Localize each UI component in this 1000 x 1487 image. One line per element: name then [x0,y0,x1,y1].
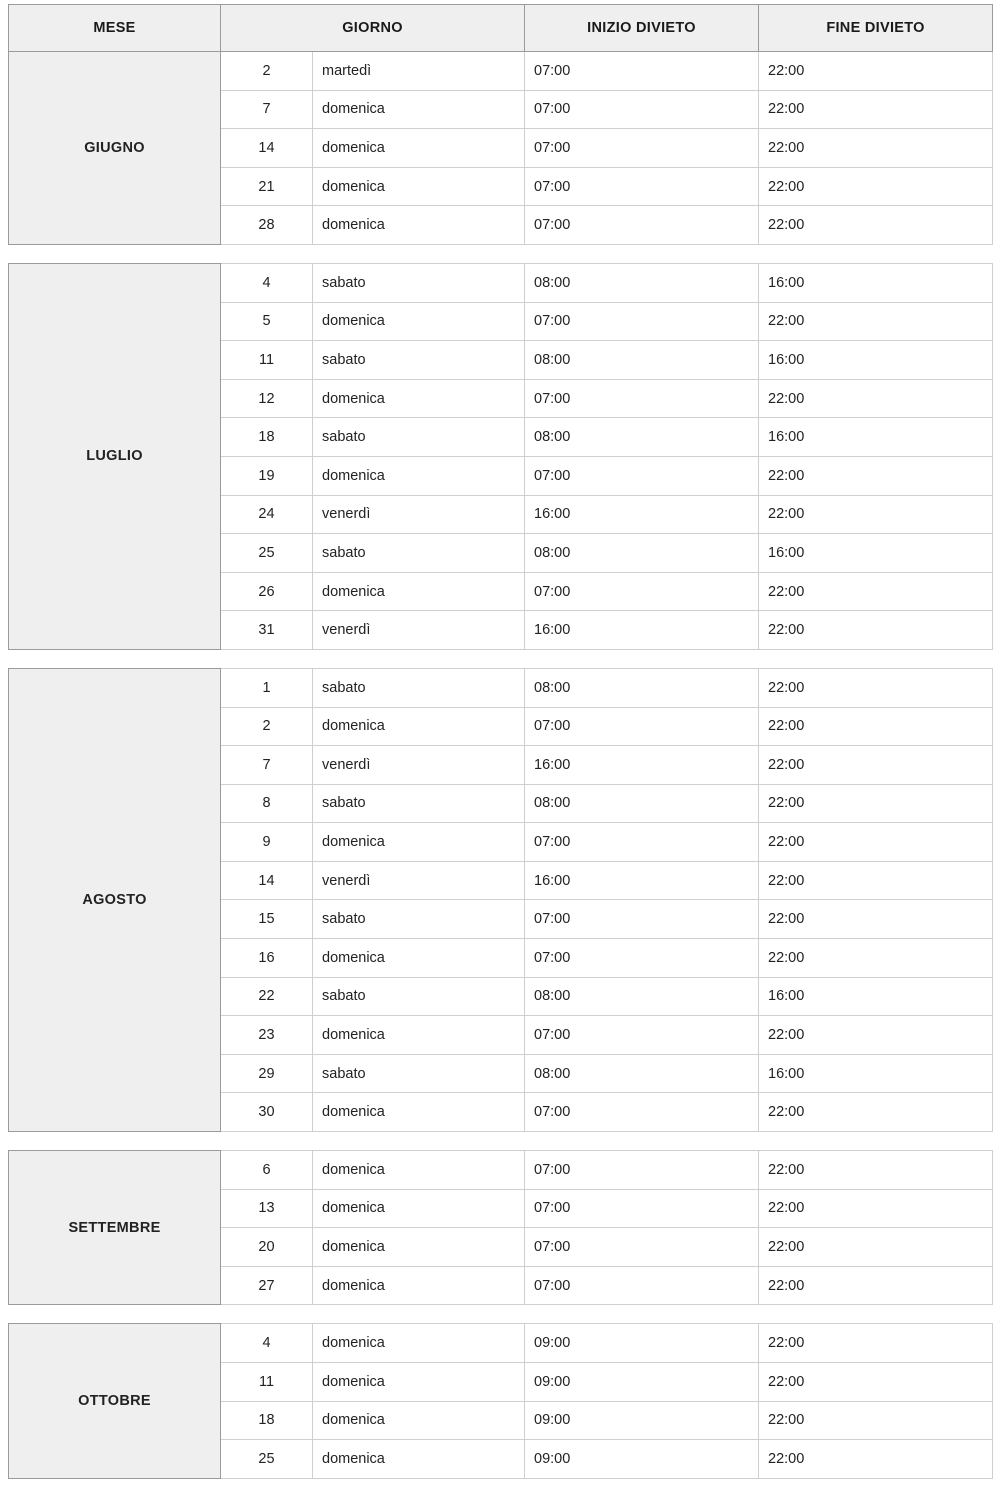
end-time-cell: 22:00 [759,572,993,611]
month-name-cell: GIUGNO [9,52,221,245]
end-time-cell: 22:00 [759,379,993,418]
end-time-cell: 22:00 [759,1266,993,1305]
start-time-cell: 07:00 [525,1016,759,1055]
weekday-name-cell: domenica [313,1016,525,1055]
day-number-cell: 22 [221,977,313,1016]
day-number-cell: 18 [221,418,313,457]
end-time-cell: 22:00 [759,861,993,900]
weekday-name-cell: domenica [313,939,525,978]
weekday-name-cell: domenica [313,1363,525,1402]
weekday-name-cell: sabato [313,784,525,823]
weekday-name-cell: domenica [313,167,525,206]
table-row [9,263,993,302]
start-time-cell: 08:00 [525,534,759,573]
day-number-cell: 11 [221,341,313,380]
end-time-cell: 22:00 [759,206,993,245]
end-time-cell: 22:00 [759,611,993,650]
start-time-cell: 16:00 [525,861,759,900]
start-time-cell: 16:00 [525,495,759,534]
day-number-cell: 9 [221,823,313,862]
column-header: INIZIO DIVIETO [525,5,759,52]
schedule-table [8,1150,993,1305]
end-time-cell: 22:00 [759,1324,993,1363]
start-time-cell: 07:00 [525,129,759,168]
month-name-cell: LUGLIO [9,263,221,649]
start-time-cell: 08:00 [525,1054,759,1093]
day-number-cell: 2 [221,707,313,746]
day-number-cell: 23 [221,1016,313,1055]
day-number-cell: 28 [221,206,313,245]
end-time-cell: 22:00 [759,707,993,746]
weekday-name-cell: sabato [313,668,525,707]
weekday-name-cell: venerdì [313,861,525,900]
start-time-cell: 07:00 [525,1151,759,1190]
weekday-name-cell: sabato [313,1054,525,1093]
weekday-name-cell: venerdì [313,495,525,534]
weekday-name-cell: domenica [313,572,525,611]
start-time-cell: 07:00 [525,1093,759,1132]
end-time-cell: 22:00 [759,939,993,978]
start-time-cell: 08:00 [525,341,759,380]
weekday-name-cell: domenica [313,1401,525,1440]
weekday-name-cell: domenica [313,379,525,418]
day-number-cell: 16 [221,939,313,978]
day-number-cell: 2 [221,52,313,91]
weekday-name-cell: sabato [313,263,525,302]
weekday-name-cell: domenica [313,1189,525,1228]
schedule-table [8,263,993,650]
day-number-cell: 15 [221,900,313,939]
schedule-tables [8,4,992,1479]
table-row [9,52,993,91]
start-time-cell: 16:00 [525,611,759,650]
weekday-name-cell: sabato [313,900,525,939]
weekday-name-cell: domenica [313,1440,525,1479]
weekday-name-cell: domenica [313,302,525,341]
end-time-cell: 22:00 [759,302,993,341]
end-time-cell: 22:00 [759,167,993,206]
end-time-cell: 16:00 [759,263,993,302]
day-number-cell: 13 [221,1189,313,1228]
start-time-cell: 08:00 [525,668,759,707]
start-time-cell: 08:00 [525,263,759,302]
end-time-cell: 22:00 [759,90,993,129]
end-time-cell: 22:00 [759,1016,993,1055]
start-time-cell: 07:00 [525,939,759,978]
end-time-cell: 22:00 [759,1151,993,1190]
month-name-cell: OTTOBRE [9,1324,221,1478]
start-time-cell: 09:00 [525,1363,759,1402]
day-number-cell: 12 [221,379,313,418]
month-name-cell: SETTEMBRE [9,1151,221,1305]
start-time-cell: 07:00 [525,52,759,91]
day-number-cell: 14 [221,129,313,168]
weekday-name-cell: domenica [313,1151,525,1190]
start-time-cell: 07:00 [525,167,759,206]
start-time-cell: 09:00 [525,1324,759,1363]
month-name-cell: AGOSTO [9,668,221,1131]
start-time-cell: 07:00 [525,206,759,245]
day-number-cell: 31 [221,611,313,650]
start-time-cell: 07:00 [525,379,759,418]
end-time-cell: 22:00 [759,1093,993,1132]
day-number-cell: 4 [221,263,313,302]
weekday-name-cell: sabato [313,341,525,380]
end-time-cell: 22:00 [759,1363,993,1402]
day-number-cell: 26 [221,572,313,611]
end-time-cell: 22:00 [759,784,993,823]
start-time-cell: 07:00 [525,1266,759,1305]
end-time-cell: 22:00 [759,1189,993,1228]
day-number-cell: 29 [221,1054,313,1093]
day-number-cell: 5 [221,302,313,341]
weekday-name-cell: domenica [313,206,525,245]
day-number-cell: 7 [221,746,313,785]
weekday-name-cell: domenica [313,456,525,495]
day-number-cell: 20 [221,1228,313,1267]
day-number-cell: 8 [221,784,313,823]
weekday-name-cell: domenica [313,1324,525,1363]
start-time-cell: 07:00 [525,90,759,129]
schedule-table [8,1323,993,1478]
day-number-cell: 18 [221,1401,313,1440]
start-time-cell: 07:00 [525,1189,759,1228]
day-number-cell: 6 [221,1151,313,1190]
day-number-cell: 14 [221,861,313,900]
weekday-name-cell: domenica [313,90,525,129]
weekday-name-cell: venerdì [313,746,525,785]
column-header: MESE [9,5,221,52]
weekday-name-cell: sabato [313,418,525,457]
start-time-cell: 07:00 [525,572,759,611]
end-time-cell: 22:00 [759,746,993,785]
end-time-cell: 16:00 [759,418,993,457]
day-number-cell: 27 [221,1266,313,1305]
end-time-cell: 16:00 [759,977,993,1016]
day-number-cell: 4 [221,1324,313,1363]
weekday-name-cell: domenica [313,823,525,862]
end-time-cell: 22:00 [759,456,993,495]
start-time-cell: 08:00 [525,418,759,457]
day-number-cell: 30 [221,1093,313,1132]
weekday-name-cell: domenica [313,1228,525,1267]
start-time-cell: 08:00 [525,784,759,823]
end-time-cell: 22:00 [759,129,993,168]
table-row [9,1324,993,1363]
start-time-cell: 09:00 [525,1401,759,1440]
day-number-cell: 25 [221,1440,313,1479]
end-time-cell: 22:00 [759,1440,993,1479]
schedule-table [8,4,993,245]
weekday-name-cell: domenica [313,129,525,168]
start-time-cell: 07:00 [525,1228,759,1267]
column-header: FINE DIVIETO [759,5,993,52]
end-time-cell: 16:00 [759,534,993,573]
table-row [9,1151,993,1190]
day-number-cell: 11 [221,1363,313,1402]
table-row [9,668,993,707]
end-time-cell: 16:00 [759,341,993,380]
end-time-cell: 22:00 [759,1228,993,1267]
start-time-cell: 16:00 [525,746,759,785]
day-number-cell: 19 [221,456,313,495]
column-header: GIORNO [221,5,525,52]
start-time-cell: 07:00 [525,823,759,862]
start-time-cell: 07:00 [525,707,759,746]
end-time-cell: 22:00 [759,668,993,707]
weekday-name-cell: sabato [313,534,525,573]
end-time-cell: 22:00 [759,52,993,91]
weekday-name-cell: martedì [313,52,525,91]
end-time-cell: 16:00 [759,1054,993,1093]
end-time-cell: 22:00 [759,495,993,534]
weekday-name-cell: sabato [313,977,525,1016]
start-time-cell: 07:00 [525,456,759,495]
day-number-cell: 25 [221,534,313,573]
end-time-cell: 22:00 [759,1401,993,1440]
start-time-cell: 07:00 [525,302,759,341]
end-time-cell: 22:00 [759,900,993,939]
start-time-cell: 08:00 [525,977,759,1016]
end-time-cell: 22:00 [759,823,993,862]
weekday-name-cell: venerdì [313,611,525,650]
start-time-cell: 09:00 [525,1440,759,1479]
weekday-name-cell: domenica [313,1266,525,1305]
day-number-cell: 24 [221,495,313,534]
schedule-table [8,668,993,1132]
day-number-cell: 7 [221,90,313,129]
start-time-cell: 07:00 [525,900,759,939]
day-number-cell: 1 [221,668,313,707]
weekday-name-cell: domenica [313,1093,525,1132]
day-number-cell: 21 [221,167,313,206]
weekday-name-cell: domenica [313,707,525,746]
